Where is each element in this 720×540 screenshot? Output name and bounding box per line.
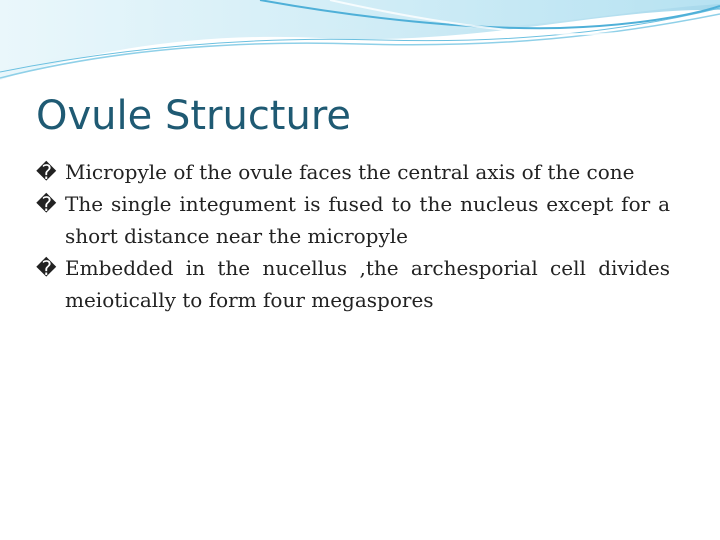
bullet-item — [36, 252, 670, 316]
slide-title: Ovule Structure — [36, 93, 352, 139]
bullet-item — [36, 156, 670, 188]
bullet-marker-icon: � — [36, 256, 57, 280]
decorative-wave-header — [0, 0, 720, 90]
bullet-text: Micropyle of the ovule faces the central axis of the cone — [65, 160, 635, 184]
bullet-marker-icon: � — [36, 160, 57, 184]
bullet-item — [36, 188, 670, 252]
bullet-marker-icon: � — [36, 192, 57, 216]
bullet-list — [36, 156, 670, 316]
bullet-text: Embedded in the nucellus ,the archesporial cell divides meiotically to form four megaspores — [65, 256, 670, 312]
bullet-text: The single integument is fused to the nucleus except for a short distance near the micropyle — [65, 192, 670, 248]
